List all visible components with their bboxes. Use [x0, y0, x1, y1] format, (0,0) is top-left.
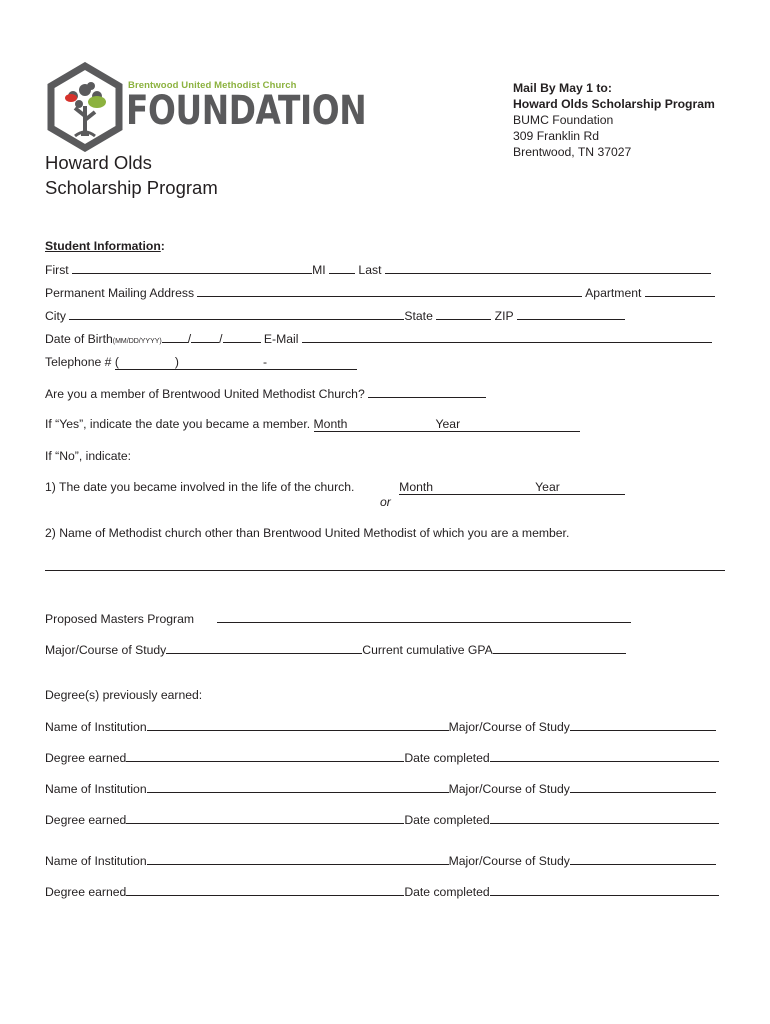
state-label: State — [404, 309, 433, 323]
degree-field-1[interactable] — [126, 750, 404, 762]
address-field[interactable] — [197, 285, 582, 297]
dob-year-field[interactable] — [223, 331, 261, 343]
mi-label: MI — [312, 263, 326, 277]
apartment-label: Apartment — [585, 286, 642, 300]
email-field[interactable] — [302, 331, 712, 343]
email-label: E-Mail — [263, 332, 299, 346]
city-row — [45, 308, 625, 323]
if-yes-row — [45, 417, 580, 432]
yes-month-field[interactable]: Month — [314, 417, 436, 432]
item1-row — [45, 480, 625, 495]
involved-month-field[interactable]: Month — [399, 480, 535, 495]
date-completed-field-1[interactable] — [490, 750, 719, 762]
name-row — [45, 262, 711, 277]
tree-in-hexagon-icon — [45, 62, 125, 152]
degree-row-3: Degree earned Date completed — [45, 884, 719, 899]
institution-field-1[interactable] — [147, 719, 449, 731]
involved-year-field[interactable]: Year — [535, 480, 625, 495]
major-field[interactable] — [166, 642, 362, 654]
first-name-field[interactable] — [72, 262, 312, 274]
mail-city: Brentwood, TN 37027 — [513, 145, 632, 159]
institution-row-1: Name of Institution Major/Course of Study — [45, 719, 716, 734]
date-completed-field-2[interactable] — [490, 812, 719, 824]
telephone-field[interactable]: ( ) - — [115, 355, 357, 370]
degree-field-3[interactable] — [126, 884, 404, 896]
zip-field[interactable] — [517, 308, 625, 320]
institution-row-2: Name of Institution Major/Course of Study — [45, 781, 716, 796]
address-label: Permanent Mailing Address — [45, 286, 195, 300]
institution-field-3[interactable] — [147, 853, 449, 865]
major-label: Major/Course of Study — [45, 643, 167, 657]
page-title — [45, 150, 218, 200]
proposed-program-field[interactable] — [217, 611, 631, 623]
apartment-field[interactable] — [645, 285, 715, 297]
dob-label: Date of Birth — [45, 332, 113, 346]
institution-row-3: Name of Institution Major/Course of Study — [45, 853, 716, 868]
gpa-label: Current cumulative GPA — [362, 643, 493, 657]
gpa-field[interactable] — [493, 642, 626, 654]
degree-row-1: Degree earned Date completed — [45, 750, 719, 765]
mi-field[interactable] — [329, 262, 355, 274]
student-info-heading: Student Information: — [45, 239, 165, 253]
major-gpa-row — [45, 642, 626, 657]
proposed-program-row — [45, 611, 631, 626]
date-completed-field-3[interactable] — [490, 884, 719, 896]
proposed-program-label: Proposed Masters Program — [45, 612, 195, 626]
degree-field-2[interactable] — [126, 812, 404, 824]
member-answer-field[interactable] — [368, 386, 486, 398]
or-label: or — [380, 495, 391, 509]
mail-heading: Mail By May 1 to: — [513, 81, 612, 95]
telephone-row — [45, 355, 357, 370]
if-yes-label: If “Yes”, indicate the date you became a member. — [45, 417, 311, 431]
city-field[interactable] — [69, 308, 404, 320]
dob-day-field[interactable] — [191, 331, 219, 343]
mailing-address — [513, 80, 715, 160]
dob-format: (MM/DD/YYYY) — [112, 338, 162, 345]
last-name-field[interactable] — [385, 262, 711, 274]
address-row — [45, 285, 715, 300]
mail-program: Howard Olds Scholarship Program — [513, 97, 715, 111]
first-label: First — [45, 263, 69, 277]
item1-label: 1) The date you became involved in the life of the church. — [45, 480, 355, 494]
dob-month-field[interactable] — [162, 331, 188, 343]
degrees-heading: Degree(s) previously earned: — [45, 688, 203, 702]
other-church-field[interactable] — [45, 570, 725, 571]
org-name: Brentwood United Methodist Church — [128, 80, 297, 91]
degree-major-field-3[interactable] — [570, 853, 716, 865]
mail-org: BUMC Foundation — [513, 113, 614, 127]
title-line-1: Howard Olds — [45, 152, 152, 173]
degree-row-2: Degree earned Date completed — [45, 812, 719, 827]
telephone-label: Telephone # — [45, 355, 112, 369]
if-no-label: If “No”, indicate: — [45, 449, 132, 463]
last-label: Last — [358, 263, 382, 277]
member-question-row — [45, 386, 486, 401]
zip-label: ZIP — [494, 309, 514, 323]
dob-row: Date of Birth(MM/DD/YYYY) / / E-Mail — [45, 331, 712, 349]
item2-label: 2) Name of Methodist church other than Brentwood United Methodist of which you are a member. — [45, 526, 570, 540]
degree-major-field-1[interactable] — [570, 719, 716, 731]
mail-street: 309 Franklin Rd — [513, 129, 600, 143]
degree-major-field-2[interactable] — [570, 781, 716, 793]
institution-field-2[interactable] — [147, 781, 449, 793]
foundation-wordmark: FOUNDATION — [126, 88, 367, 134]
title-line-2: Scholarship Program — [45, 177, 218, 198]
state-field[interactable] — [436, 308, 491, 320]
city-label: City — [45, 309, 66, 323]
member-question: Are you a member of Brentwood United Methodist Church? — [45, 387, 365, 401]
yes-year-field[interactable]: Year — [436, 417, 580, 432]
